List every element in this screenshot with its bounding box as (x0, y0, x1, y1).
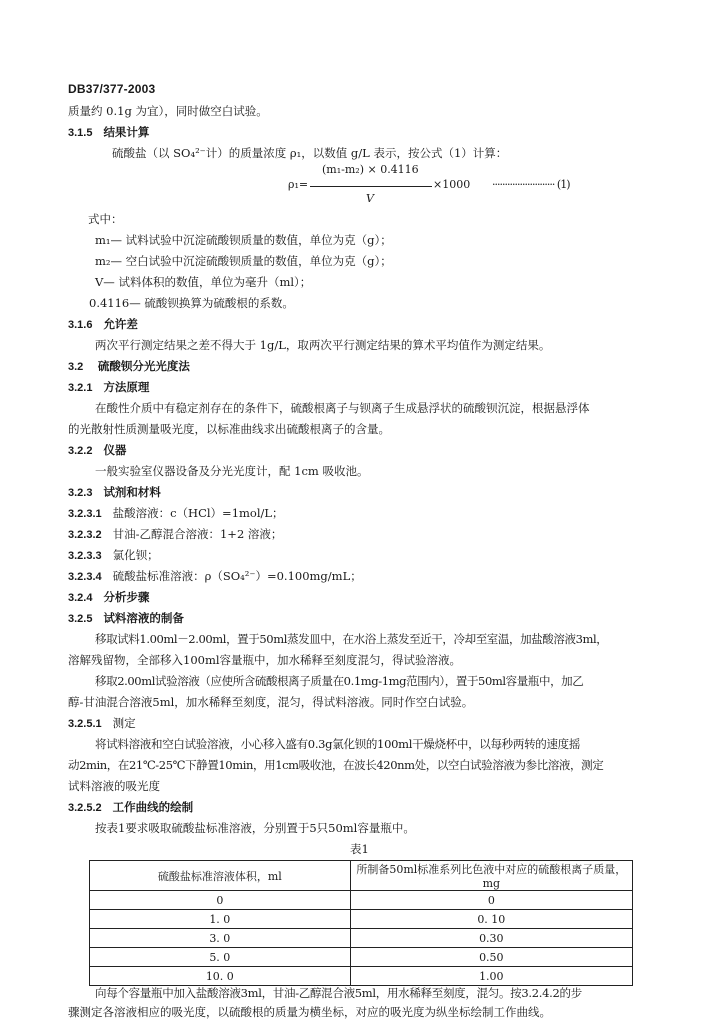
section-number: 3.2 (68, 361, 84, 373)
text-line: 在酸性介质中有稳定剂存在的条件下，硫酸根离子与钡离子生成悬浮状的硫酸钡沉淀，根据悬浮体 (95, 401, 590, 415)
table-row (90, 948, 633, 967)
table-cell: 0.30 (350, 929, 632, 948)
section-number: 3.2.5 (68, 613, 93, 625)
item-3-2-3-4 (68, 568, 362, 585)
section-title: 测定 (112, 716, 136, 730)
table-row (90, 891, 633, 910)
text-line: 移取2.00ml试验溶液（应使所含硫酸根离子质量在0.1mg-1mg范围内），置于50ml容量瓶中，加乙 (95, 674, 584, 688)
document-code: DB37/377-2003 (68, 82, 156, 96)
table-cell: 0 (90, 891, 351, 910)
item-3-2-3-1 (68, 505, 284, 522)
section-number: 3.2.4 (68, 592, 93, 604)
text-line: 动2min，在21℃-25℃下静置10min，用1cm吸收池，在波长420nm处，以空白试验溶液为参比溶液，测定 (68, 758, 604, 772)
text-line: 质量约 0.1g 为宜），同时做空白试验。 (68, 104, 268, 118)
text-line: 硫酸盐（以 SO₄²⁻计）的质量浓度 ρ₁，以数值 g/L 表示，按公式（1）计算： (112, 146, 508, 160)
table-cell: 0 (350, 891, 632, 910)
section-heading-3-1-5 (68, 124, 149, 141)
section-heading-3-2-3 (68, 484, 161, 501)
section-heading-3-2-5-1 (68, 715, 136, 732)
item-text: 氯化钡； (112, 548, 159, 562)
table-header-cell: 所制备50ml标准系列比色液中对应的硫酸根离子质量，mg (350, 861, 632, 891)
section-number: 3.2.5.1 (68, 718, 102, 730)
table-header-row (90, 861, 633, 891)
text-line: 式中： (88, 212, 123, 226)
formula-multiplier: ×1000 (433, 178, 471, 191)
section-number: 3.1.5 (68, 127, 93, 139)
table-cell: 10. 0 (90, 967, 351, 986)
text-line: 将试料溶液和空白试验溶液，小心移入盛有0.3g氯化钡的100ml干燥烧杯中，以每秒两转的速度摇 (95, 737, 581, 751)
text-line: 试料溶液的吸光度 (68, 779, 160, 793)
table-caption: 表1 (350, 842, 369, 856)
table-cell: 1.00 (350, 967, 632, 986)
item-number: 3.2.3.3 (68, 550, 102, 562)
section-heading-3-2-5-2 (68, 799, 193, 816)
formula-lhs: ρ₁= (288, 178, 309, 191)
definition-line: V— 试料体积的数值，单位为毫升（ml）； (95, 275, 312, 289)
section-number: 3.2.2 (68, 445, 93, 457)
text-line: 两次平行测定结果之差不得大于 1g/L，取两次平行测定结果的算术平均值作为测定结果。 (95, 338, 551, 352)
section-heading-3-1-6 (68, 316, 138, 333)
section-title: 允许差 (103, 317, 138, 331)
text-line: 的光散射性质测量吸光度，以标准曲线求出硫酸根离子的含量。 (68, 422, 390, 436)
item-3-2-3-2 (68, 526, 282, 543)
section-title: 试剂和材料 (103, 485, 161, 499)
table-1 (89, 860, 633, 986)
section-title: 仪器 (103, 443, 127, 457)
section-number: 3.2.5.2 (68, 802, 102, 814)
section-heading-3-2 (68, 358, 190, 375)
section-number: 3.2.3 (68, 487, 93, 499)
text-line: 一般实验室仪器设备及分光光度计，配 1cm 吸收池。 (95, 464, 369, 478)
section-heading-3-2-4 (68, 589, 149, 606)
section-title: 方法原理 (103, 380, 150, 394)
formula-denominator: V (366, 192, 374, 205)
text-line: 向每个容量瓶中加入盐酸溶液3ml，甘油-乙醇混合液5ml，用水稀释至刻度，混匀。按3.2.4.2的步 (95, 986, 582, 1000)
table-cell: 3. 0 (90, 929, 351, 948)
fraction-bar (310, 186, 432, 187)
text-line: 按表1要求吸取硫酸盐标准溶液，分别置于5只50ml容量瓶中。 (95, 821, 415, 835)
item-number: 3.2.3.1 (68, 508, 102, 520)
table-row (90, 910, 633, 929)
table-row (90, 929, 633, 948)
item-text: 甘油-乙醇混合溶液：1+2 溶液； (112, 527, 283, 541)
section-heading-3-2-2 (68, 442, 126, 459)
section-title: 分析步骤 (103, 590, 150, 604)
section-heading-3-2-1 (68, 379, 149, 396)
formula-tag: ························· (1) (492, 178, 570, 191)
item-text: 硫酸盐标准溶液：ρ（SO₄²⁻）=0.100mg/mL； (112, 569, 362, 583)
text-line: 骤测定各溶液相应的吸光度，以硫酸根的质量为横坐标，对应的吸光度为纵坐标绘制工作曲线。 (68, 1005, 551, 1019)
section-heading-3-2-5 (68, 610, 184, 627)
table-header-cell: 硫酸盐标准溶液体积，ml (90, 861, 351, 891)
formula-numerator: (m₁-m₂) × 0.4116 (322, 163, 419, 176)
item-number: 3.2.3.2 (68, 529, 102, 541)
table-cell: 1. 0 (90, 910, 351, 929)
table-cell: 0. 10 (350, 910, 632, 929)
definition-line: m₂— 空白试验中沉淀硫酸钡质量的数值，单位为克（g）； (95, 254, 392, 268)
table-cell: 5. 0 (90, 948, 351, 967)
text-line: 溶解残留物，全部移入100ml容量瓶中，加水稀释至刻度混匀，得试验溶液。 (68, 653, 462, 667)
section-title: 结果计算 (103, 125, 150, 139)
table-row (90, 967, 633, 986)
section-title: 硫酸钡分光光度法 (97, 359, 190, 373)
definition-line: 0.4116— 硫酸钡换算为硫酸根的系数。 (89, 296, 294, 310)
text-line: 醇-甘油混合溶液5ml，加水稀释至刻度，混匀，得试料溶液。同时作空白试验。 (68, 695, 474, 709)
section-title: 试料溶液的制备 (103, 611, 184, 625)
definition-line: m₁— 试料试验中沉淀硫酸钡质量的数值，单位为克（g）； (95, 233, 392, 247)
text-line: 移取试料1.00ml－2.00ml，置于50ml蒸发皿中，在水浴上蒸发至近干，冷却至室温，加盐酸溶液3ml， (95, 632, 608, 646)
section-title: 工作曲线的绘制 (112, 800, 194, 814)
item-3-2-3-3 (68, 547, 159, 564)
item-number: 3.2.3.4 (68, 571, 102, 583)
table-cell: 0.50 (350, 948, 632, 967)
item-text: 盐酸溶液：c（HCl）=1mol/L； (112, 506, 284, 520)
section-number: 3.2.1 (68, 382, 93, 394)
section-number: 3.1.6 (68, 319, 93, 331)
